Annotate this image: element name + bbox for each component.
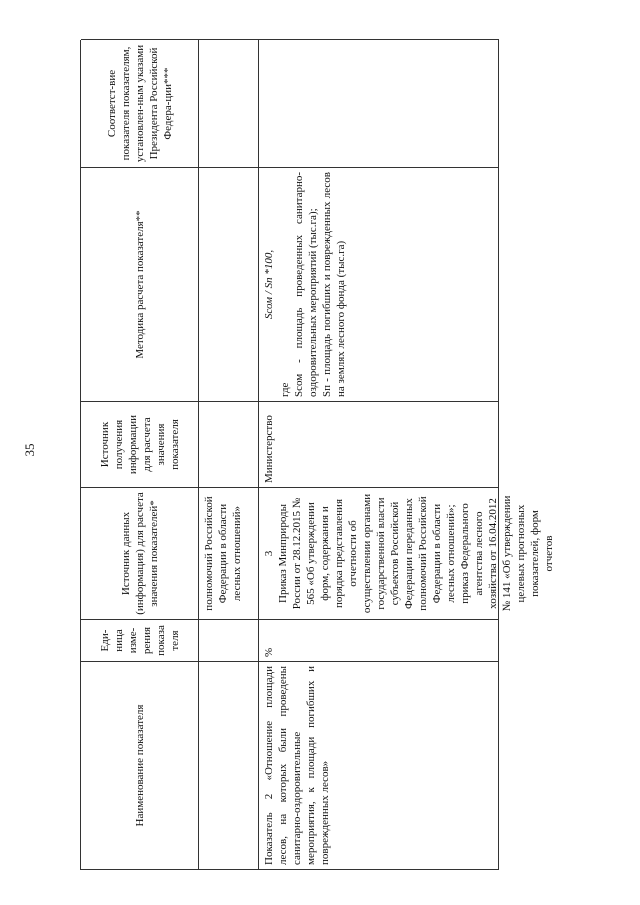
indicator-2-name: Показатель 2 «Отношение площади лесов, на которых были проведены санитарно-оздоровительные мероприятия, к площади погибших и поврежденных лесов» xyxy=(259,661,499,869)
header-name: Наименование показателя xyxy=(81,661,199,869)
indicator-2-method-cell xyxy=(259,167,499,401)
indicator-2-source-data: Приказ Минприроды России от 28.12.2015 № 565 «Об утверждении форм, содержания и порядка представления отчетности об осуществлении органами государственной власти субъектов Российской Федерации переданных полномочий Российской Федерации в области лесных отношений»; приказ Федерального агентства лесного хозяйства от 16.04.2012 № 141 «Об утверждении целевых прогнозных показателей, форм отчетов xyxy=(277,493,555,614)
indicator-2-def-sp: Sп - площадь погибших и поврежденных лесов на землях лесного фонда (тыс.га) xyxy=(321,172,347,397)
indicator-2-where: где xyxy=(279,382,291,397)
header-unit: Еди-ница изме-рения показа теля xyxy=(81,619,199,661)
header-source-data: Источник данных (информация) для расчета значения показателей* xyxy=(81,487,199,619)
indicator-2-unit: % xyxy=(259,619,499,661)
indicator-2-source-data-cell xyxy=(259,487,555,619)
continuation-unit-cell xyxy=(199,619,259,661)
continuation-name-cell xyxy=(199,661,259,869)
continuation-compliance-cell xyxy=(199,39,259,167)
continuation-method-cell xyxy=(199,167,259,401)
indicator-2-formula: Sсом / Sп *100, xyxy=(263,249,275,320)
page-number: 35 xyxy=(22,443,37,457)
header-method: Методика расчета показателя** xyxy=(81,167,199,401)
header-compliance: Соответст-вие показателя показателям, установлен-ным указами Президента Российской Федера-ции*** xyxy=(81,39,199,167)
indicator-2-def-scom: Sсом - площадь проведенных санитарно-оздоровительных мероприятий (тыс.га); xyxy=(293,172,319,397)
indicator-2-source-info: Министерство xyxy=(259,401,499,487)
continuation-source-data: полномочий Российской Федерации в области лесных отношений» xyxy=(199,487,259,619)
continuation-source-info-cell xyxy=(199,401,259,487)
rotated-page-content xyxy=(80,40,555,870)
indicator-2-source-number: 3 xyxy=(263,550,275,557)
indicator-2-compliance xyxy=(259,39,499,167)
header-source-info: Источник получения информации для расчета значения показателя xyxy=(81,401,199,487)
indicators-table xyxy=(80,40,555,870)
